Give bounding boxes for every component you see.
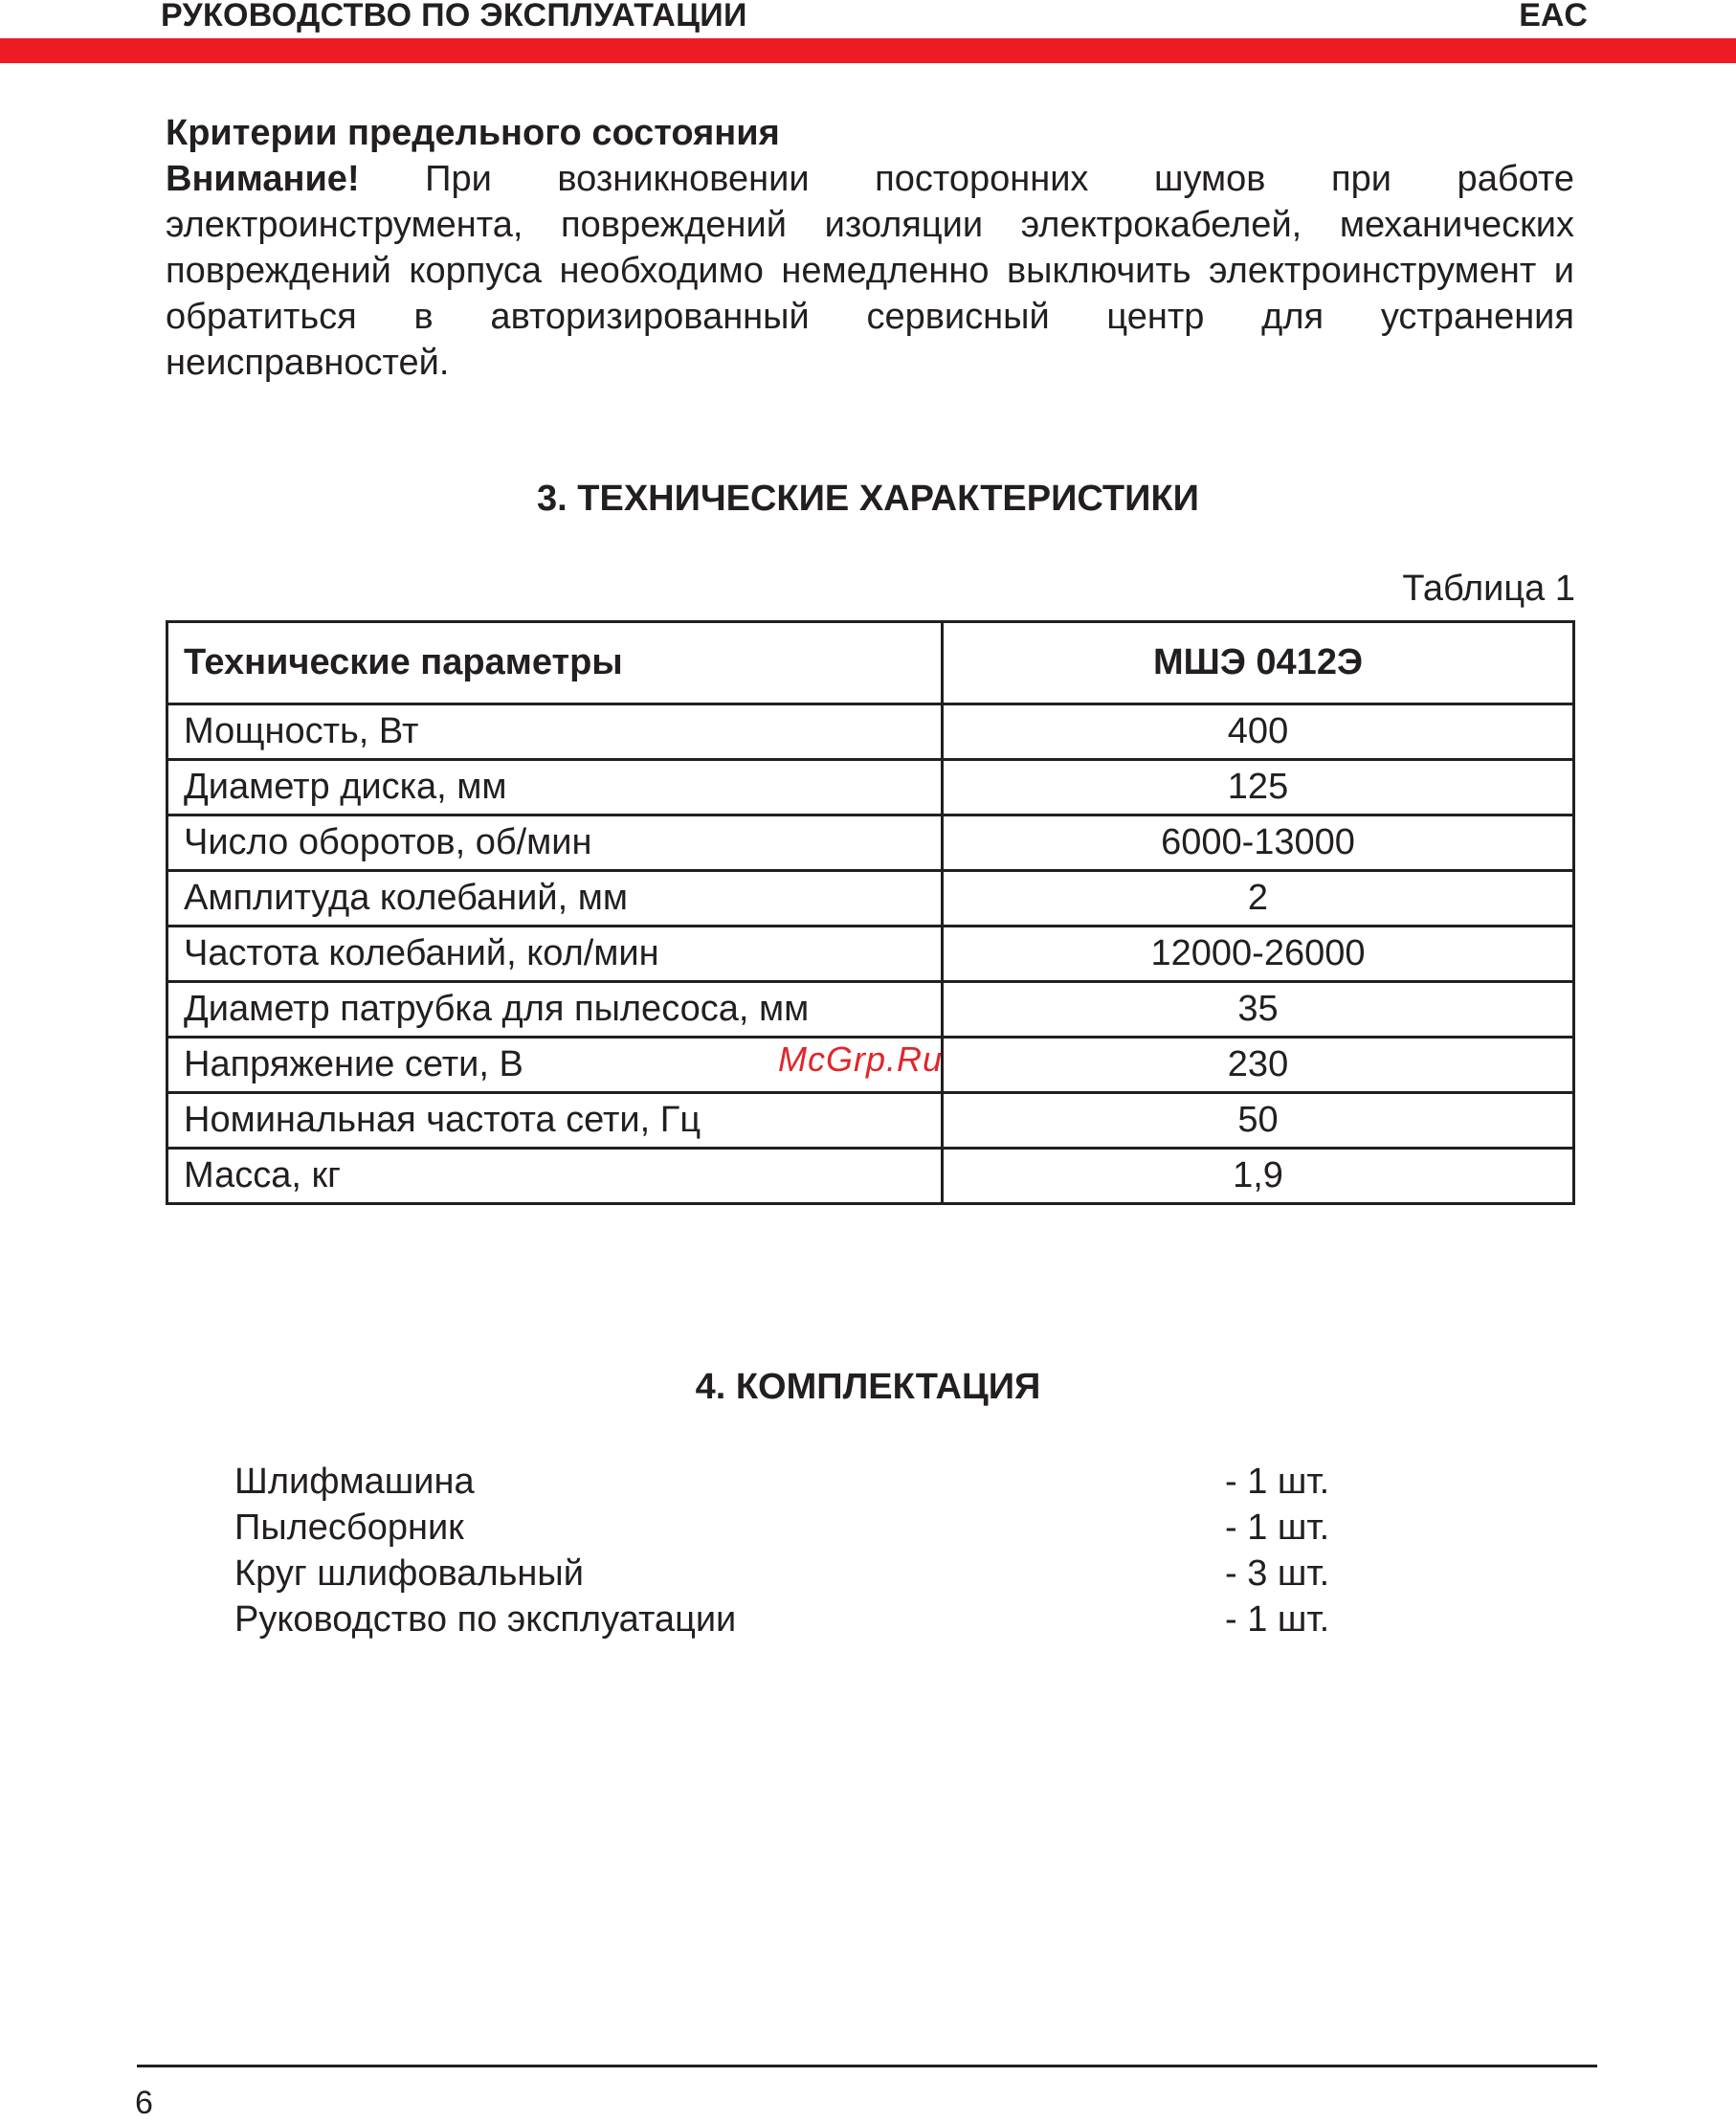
table-row — [167, 927, 1574, 982]
limit-state-heading: Критерии предельного состояния — [166, 113, 780, 153]
header-red-bar — [0, 38, 1736, 63]
attention-label: Внимание! — [166, 159, 360, 199]
table-row — [167, 1093, 1574, 1149]
parameter-cell: Диаметр патрубка для пылесоса, мм — [167, 982, 943, 1038]
value-cell: 230 — [943, 1038, 1574, 1093]
header-title: РУКОВОДСТВО ПО ЭКСПЛУАТАЦИИ — [161, 0, 747, 34]
kit-item-name: Руководство по эксплуатации — [234, 1599, 737, 1640]
attention-paragraph — [166, 156, 1574, 386]
parameter-cell: Частота колебаний, кол/мин — [167, 927, 943, 982]
value-cell: 35 — [943, 982, 1574, 1038]
list-item — [234, 1597, 1335, 1642]
table-header-row — [167, 622, 1574, 704]
value-cell: 12000-26000 — [943, 927, 1574, 982]
table-row — [167, 760, 1574, 815]
kit-list — [234, 1459, 1335, 1642]
kit-item-quantity: - 3 шт. — [1225, 1553, 1330, 1594]
parameter-cell: Число оборотов, об/мин — [167, 815, 943, 871]
table-row — [167, 704, 1574, 760]
value-cell: 1,9 — [943, 1149, 1574, 1204]
column-header-parameter: Технические параметры — [167, 622, 943, 704]
parameter-cell: Диаметр диска, мм — [167, 760, 943, 815]
parameter-cell: Напряжение сети, В — [167, 1038, 943, 1093]
value-cell: 125 — [943, 760, 1574, 815]
parameter-cell: Мощность, Вт — [167, 704, 943, 760]
attention-text: При возникновении посторонних шумов при работе электроинструмента, повреждений изоляции электрокабелей, механических повреждений корпуса необходимо немедленно выключить электроинструмент и обратиться в авторизированный сервисный центр для устранения неисправностей. — [166, 159, 1574, 383]
watermark: McGrp.Ru — [778, 1039, 944, 1079]
parameter-cell: Масса, кг — [167, 1149, 943, 1204]
column-header-model: МШЭ 0412Э — [943, 622, 1574, 704]
value-cell: 400 — [943, 704, 1574, 760]
parameter-cell: Амплитуда колебаний, мм — [167, 871, 943, 927]
value-cell: 6000-13000 — [943, 815, 1574, 871]
kit-heading: 4. КОМПЛЕКТАЦИЯ — [695, 1367, 1041, 1407]
kit-item-name: Шлифмашина — [234, 1462, 475, 1502]
table-row — [167, 815, 1574, 871]
parameter-cell: Номинальная частота сети, Гц — [167, 1093, 943, 1149]
kit-item-name: Круг шлифовальный — [234, 1553, 584, 1594]
specs-heading: 3. ТЕХНИЧЕСКИЕ ХАРАКТЕРИСТИКИ — [537, 479, 1199, 519]
page-number: 6 — [135, 2085, 153, 2121]
kit-item-quantity: - 1 шт. — [1225, 1508, 1330, 1548]
specs-table — [166, 620, 1575, 1205]
table-row — [167, 1149, 1574, 1204]
table-caption: Таблица 1 — [1402, 569, 1575, 609]
table-row — [167, 871, 1574, 927]
footer-divider — [137, 2065, 1597, 2067]
value-cell: 50 — [943, 1093, 1574, 1149]
kit-item-quantity: - 1 шт. — [1225, 1599, 1330, 1640]
list-item — [234, 1551, 1335, 1597]
eac-mark: EAC — [1519, 0, 1588, 34]
list-item — [234, 1505, 1335, 1551]
kit-item-name: Пылесборник — [234, 1508, 464, 1548]
kit-item-quantity: - 1 шт. — [1225, 1462, 1330, 1502]
list-item — [234, 1459, 1335, 1505]
table-row — [167, 982, 1574, 1038]
value-cell: 2 — [943, 871, 1574, 927]
